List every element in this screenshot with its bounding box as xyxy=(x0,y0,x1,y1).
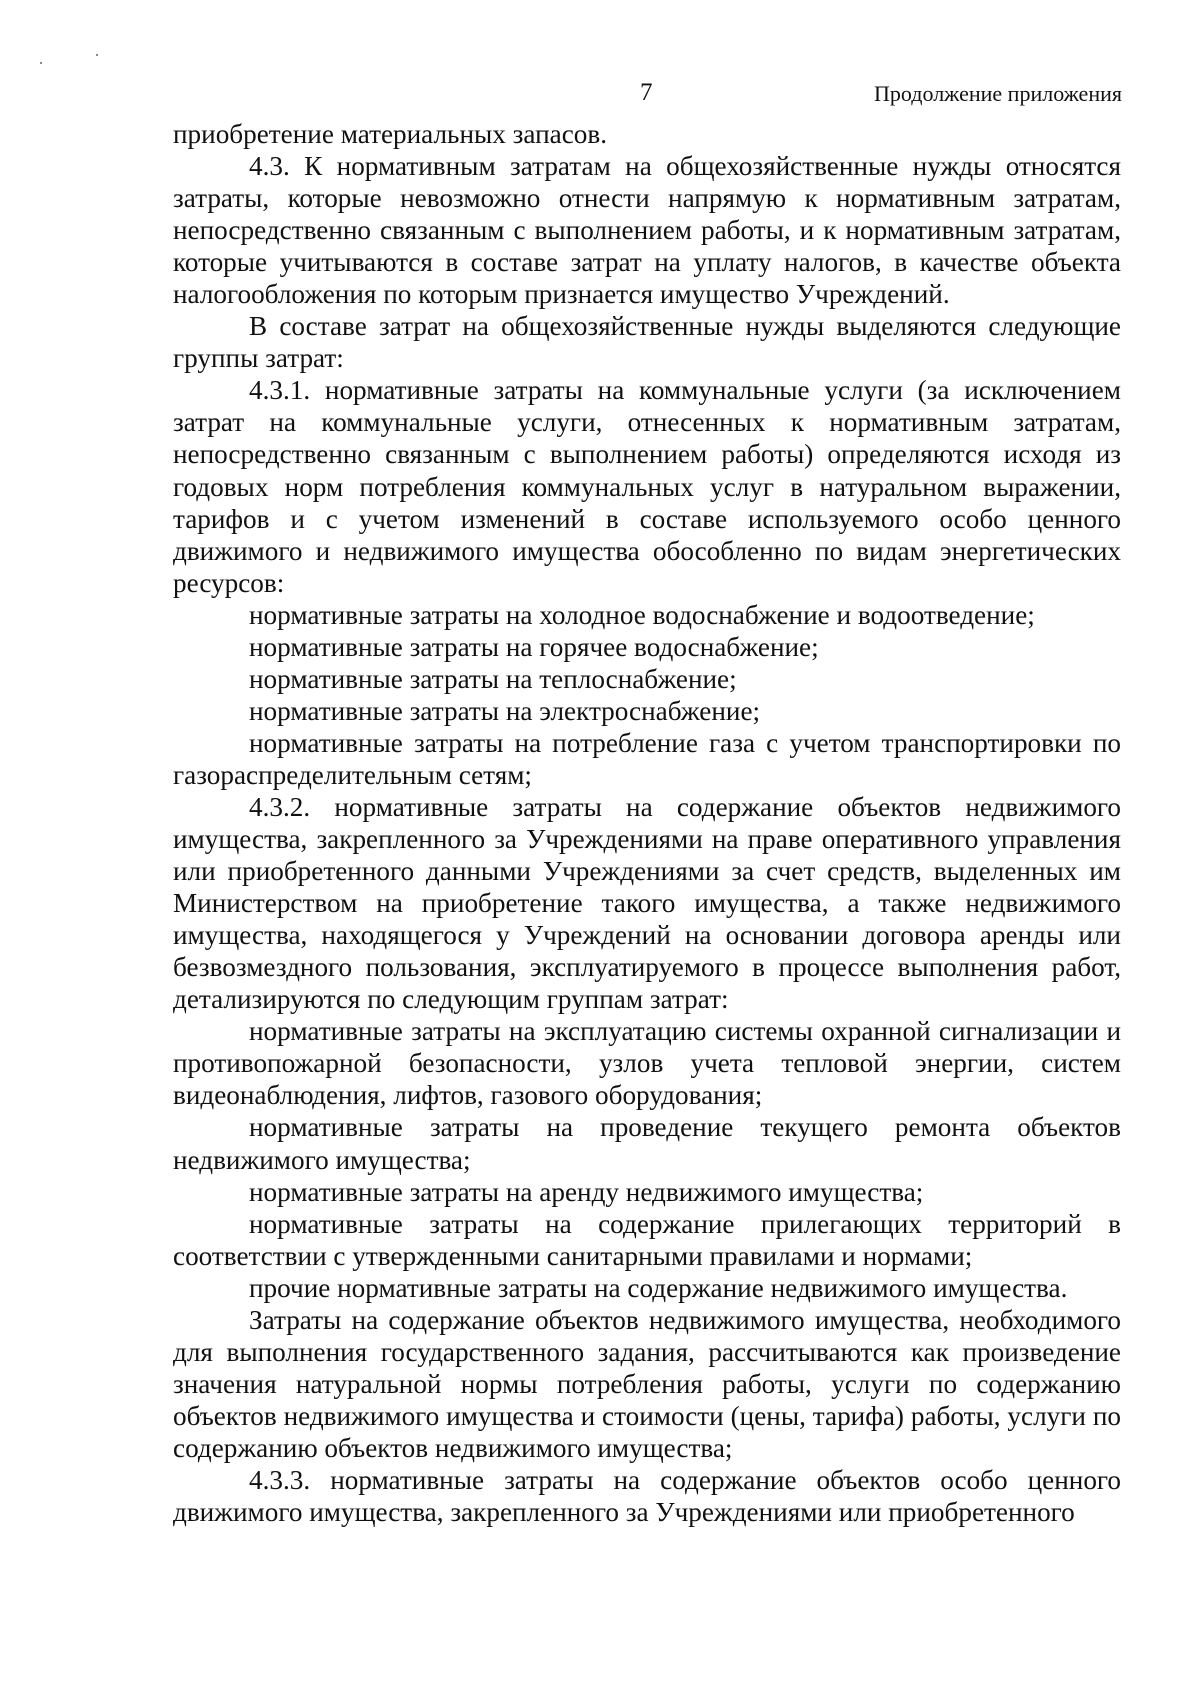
list-item: нормативные затраты на содержание прилегающих территорий в соответствии с утвержденными санитарными правилами и нормами; xyxy=(173,1208,1121,1271)
list-item: нормативные затраты на теплоснабжение; xyxy=(249,663,737,694)
page-number: 7 xyxy=(640,79,653,106)
paragraph: 4.3.1. нормативные затраты на коммунальные услуги (за исключением затрат на коммунальные услуги, отнесенных к нормативным затратам, непосредственно связанным с выполнением работы) определяются исходя из годовых норм потребления коммунальных услуг в натуральном выражении, тарифов и с учетом изменений в составе используемого особо ценного движимого и недвижимого имущества обособленно по видам энергетических ресурсов: xyxy=(173,375,1121,598)
paragraph: Затраты на содержание объектов недвижимого имущества, необходимого для выполнения государственного задания, рассчитываются как произведение значения натуральной нормы потребления работы, услуги по содержанию объектов недвижимого имущества и стоимости (цены, тарифа) работы, услуги по содержанию объектов недвижимого имущества; xyxy=(173,1304,1121,1463)
scan-artifact xyxy=(96,54,98,56)
list-item: нормативные затраты на потребление газа с учетом транспортировки по газораспределительным сетям; xyxy=(173,727,1121,790)
document-body xyxy=(173,118,1121,1528)
list-item: нормативные затраты на электроснабжение; xyxy=(249,695,761,726)
list-item: нормативные затраты на холодное водоснабжение и водоотведение; xyxy=(249,599,1035,630)
paragraph: В составе затрат на общехозяйственные нужды выделяются следующие группы затрат: xyxy=(173,311,1121,374)
paragraph: приобретение материальных запасов. xyxy=(173,119,608,149)
list-item: нормативные затраты на горячее водоснабжение; xyxy=(249,631,819,662)
paragraph: 4.3.3. нормативные затраты на содержание объектов особо ценного движимого имущества, закрепленного за Учреждениями или приобретенного xyxy=(173,1464,1121,1528)
list-item: нормативные затраты на эксплуатацию системы охранной сигнализации и противопожарной безопасности, узлов учета тепловой энергии, систем видеонаблюдения, лифтов, газового оборудования; xyxy=(173,1016,1121,1111)
page-header-continuation: Продолжение приложения xyxy=(874,81,1122,106)
list-item: нормативные затраты на аренду недвижимого имущества; xyxy=(249,1176,924,1207)
paragraph: 4.3.2. нормативные затраты на содержание объектов недвижимого имущества, закрепленного за Учреждениями на праве оперативного управления или приобретенного данными Учреждениями за счет средств, выделенных им Министерством на приобретение такого имущества, а также недвижимого имущества, находящегося у Учреждений на основании договора аренды или безвозмездного пользования, эксплуатируемого в процессе выполнения работ, детализируются по следующим группам затрат: xyxy=(173,791,1121,1015)
paragraph: 4.3. К нормативным затратам на общехозяйственные нужды относятся затраты, которые невозможно отнести напрямую к нормативным затратам, непосредственно связанным с выполнением работы, и к нормативным затратам, которые учитываются в составе затрат на уплату налогов, в качестве объекта налогообложения по которым признается имущество Учреждений. xyxy=(173,151,1121,310)
scan-artifact xyxy=(40,62,42,64)
list-item: прочие нормативные затраты на содержание недвижимого имущества. xyxy=(249,1272,1068,1303)
list-item: нормативные затраты на проведение текущего ремонта объектов недвижимого имущества; xyxy=(173,1112,1121,1175)
